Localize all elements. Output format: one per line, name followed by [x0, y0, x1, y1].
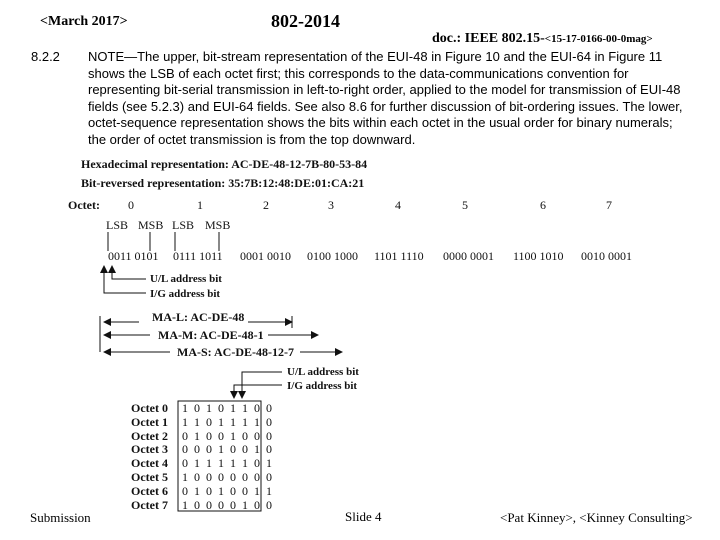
- header-date: <March 2017>: [40, 14, 128, 29]
- octet-row-label: Octet 2: [131, 429, 168, 443]
- section-number: 8.2.2: [31, 49, 60, 64]
- msb-label: MSB: [205, 218, 231, 232]
- bit-group: 0011 0101: [108, 249, 159, 263]
- octet-row-label: Octet 6: [131, 484, 168, 498]
- ma-l-label: MA-L: AC-DE-48: [152, 310, 245, 324]
- octet-numbers: [128, 198, 612, 212]
- octet-row-bits: 0 1 0 1 0 0 1 1: [182, 484, 274, 498]
- bit-group: 0100 1000: [307, 249, 358, 263]
- doc-prefix: doc.: IEEE 802.15-: [432, 31, 545, 46]
- bit-group: 0010 0001: [581, 249, 632, 263]
- bit-group: 0000 0001: [443, 249, 494, 263]
- ul-address-bit-label-lower: U/L address bit: [287, 366, 359, 378]
- octet-number: 5: [462, 198, 468, 212]
- bit-reversed-representation: Bit-reversed representation: 35:7B:12:48:DE:01:CA:21: [81, 176, 365, 190]
- ma-m-label: MA-M: AC-DE-48-1: [158, 328, 264, 342]
- octet-row-bits: 1 0 0 0 0 1 0 0: [182, 498, 274, 512]
- octet-number: 0: [128, 198, 134, 212]
- octet-number: 1: [197, 198, 203, 212]
- doc-number: <15-17-0166-00-0mag>: [544, 33, 653, 45]
- octet-row-label: Octet 4: [131, 456, 168, 470]
- header-title: 802-2014: [271, 11, 340, 31]
- octet-number: 4: [395, 198, 401, 212]
- footer-author: <Pat Kinney>, <Kinney Consulting>: [500, 510, 693, 525]
- octet-number: 3: [328, 198, 334, 212]
- ma-s-label: MA-S: AC-DE-48-12-7: [177, 345, 294, 359]
- octet-number: 7: [606, 198, 612, 212]
- lsb-label: LSB: [106, 218, 129, 232]
- octet-row-label: Octet 3: [131, 442, 168, 456]
- bit-group: 1101 1110: [374, 249, 424, 263]
- bit-group: 1100 1010: [513, 249, 564, 263]
- octet-row-label: Octet 7: [131, 498, 168, 512]
- octet-row-bits: 1 0 1 0 1 1 0 0: [182, 401, 274, 415]
- octet-row-bits: 1 1 0 1 1 1 1 0: [182, 415, 274, 429]
- msb-label: MSB: [138, 218, 164, 232]
- octet-row-label: Octet 1: [131, 415, 168, 429]
- lsb-label: LSB: [172, 218, 195, 232]
- octet-row-bits: 1 0 0 0 0 0 0 0: [182, 470, 274, 484]
- octet-number: 6: [540, 198, 546, 212]
- footer-submission: Submission: [30, 510, 91, 525]
- ul-address-bit-label: U/L address bit: [150, 273, 222, 285]
- note-paragraph: NOTE—The upper, bit-stream representation of the EUI-48 in Figure 10 and the EUI-64 in Figure 11 shows the LSB of each octet first; this corresponds to the data-communications convention for representing bit-serial transmission in left-to-right order, applied to the model for transmission of EUI-48 fields (see 5.2.3) and EUI-64 fields. See also 8.6 for further discussion of bit-ordering issues. The lower, octet-sequence representation shows the bits within each octet in the usual order for binary numerals; the order of octet transmission is from the top downward.: [88, 49, 683, 147]
- octet-row-bits: 0 1 0 0 1 0 0 0: [182, 429, 274, 443]
- octet-row-bits: 0 0 0 1 0 0 1 0: [182, 442, 274, 456]
- footer-slide-number: Slide 4: [345, 509, 382, 524]
- octet-row-bits: [182, 401, 274, 512]
- octet-row-labels: [131, 401, 168, 512]
- lower-address-bit-arrows: [234, 372, 282, 398]
- octet-label: Octet:: [68, 198, 100, 212]
- octet-row-bits: 0 1 1 1 1 1 0 1: [182, 456, 274, 470]
- upper-address-bit-arrows: [104, 266, 146, 293]
- bit-group: 0001 0010: [240, 249, 291, 263]
- ig-address-bit-label-lower: I/G address bit: [287, 380, 358, 392]
- octet-number: 2: [263, 198, 269, 212]
- bit-group: 0111 1011: [173, 249, 223, 263]
- bit-groups: [108, 249, 632, 263]
- hex-representation: Hexadecimal representation: AC-DE-48-12-7B-80-53-84: [81, 157, 368, 171]
- ig-address-bit-label: I/G address bit: [150, 288, 221, 300]
- octet-sequence-table: [131, 401, 274, 512]
- octet-row-label: Octet 0: [131, 401, 168, 415]
- octet-row-label: Octet 5: [131, 470, 168, 484]
